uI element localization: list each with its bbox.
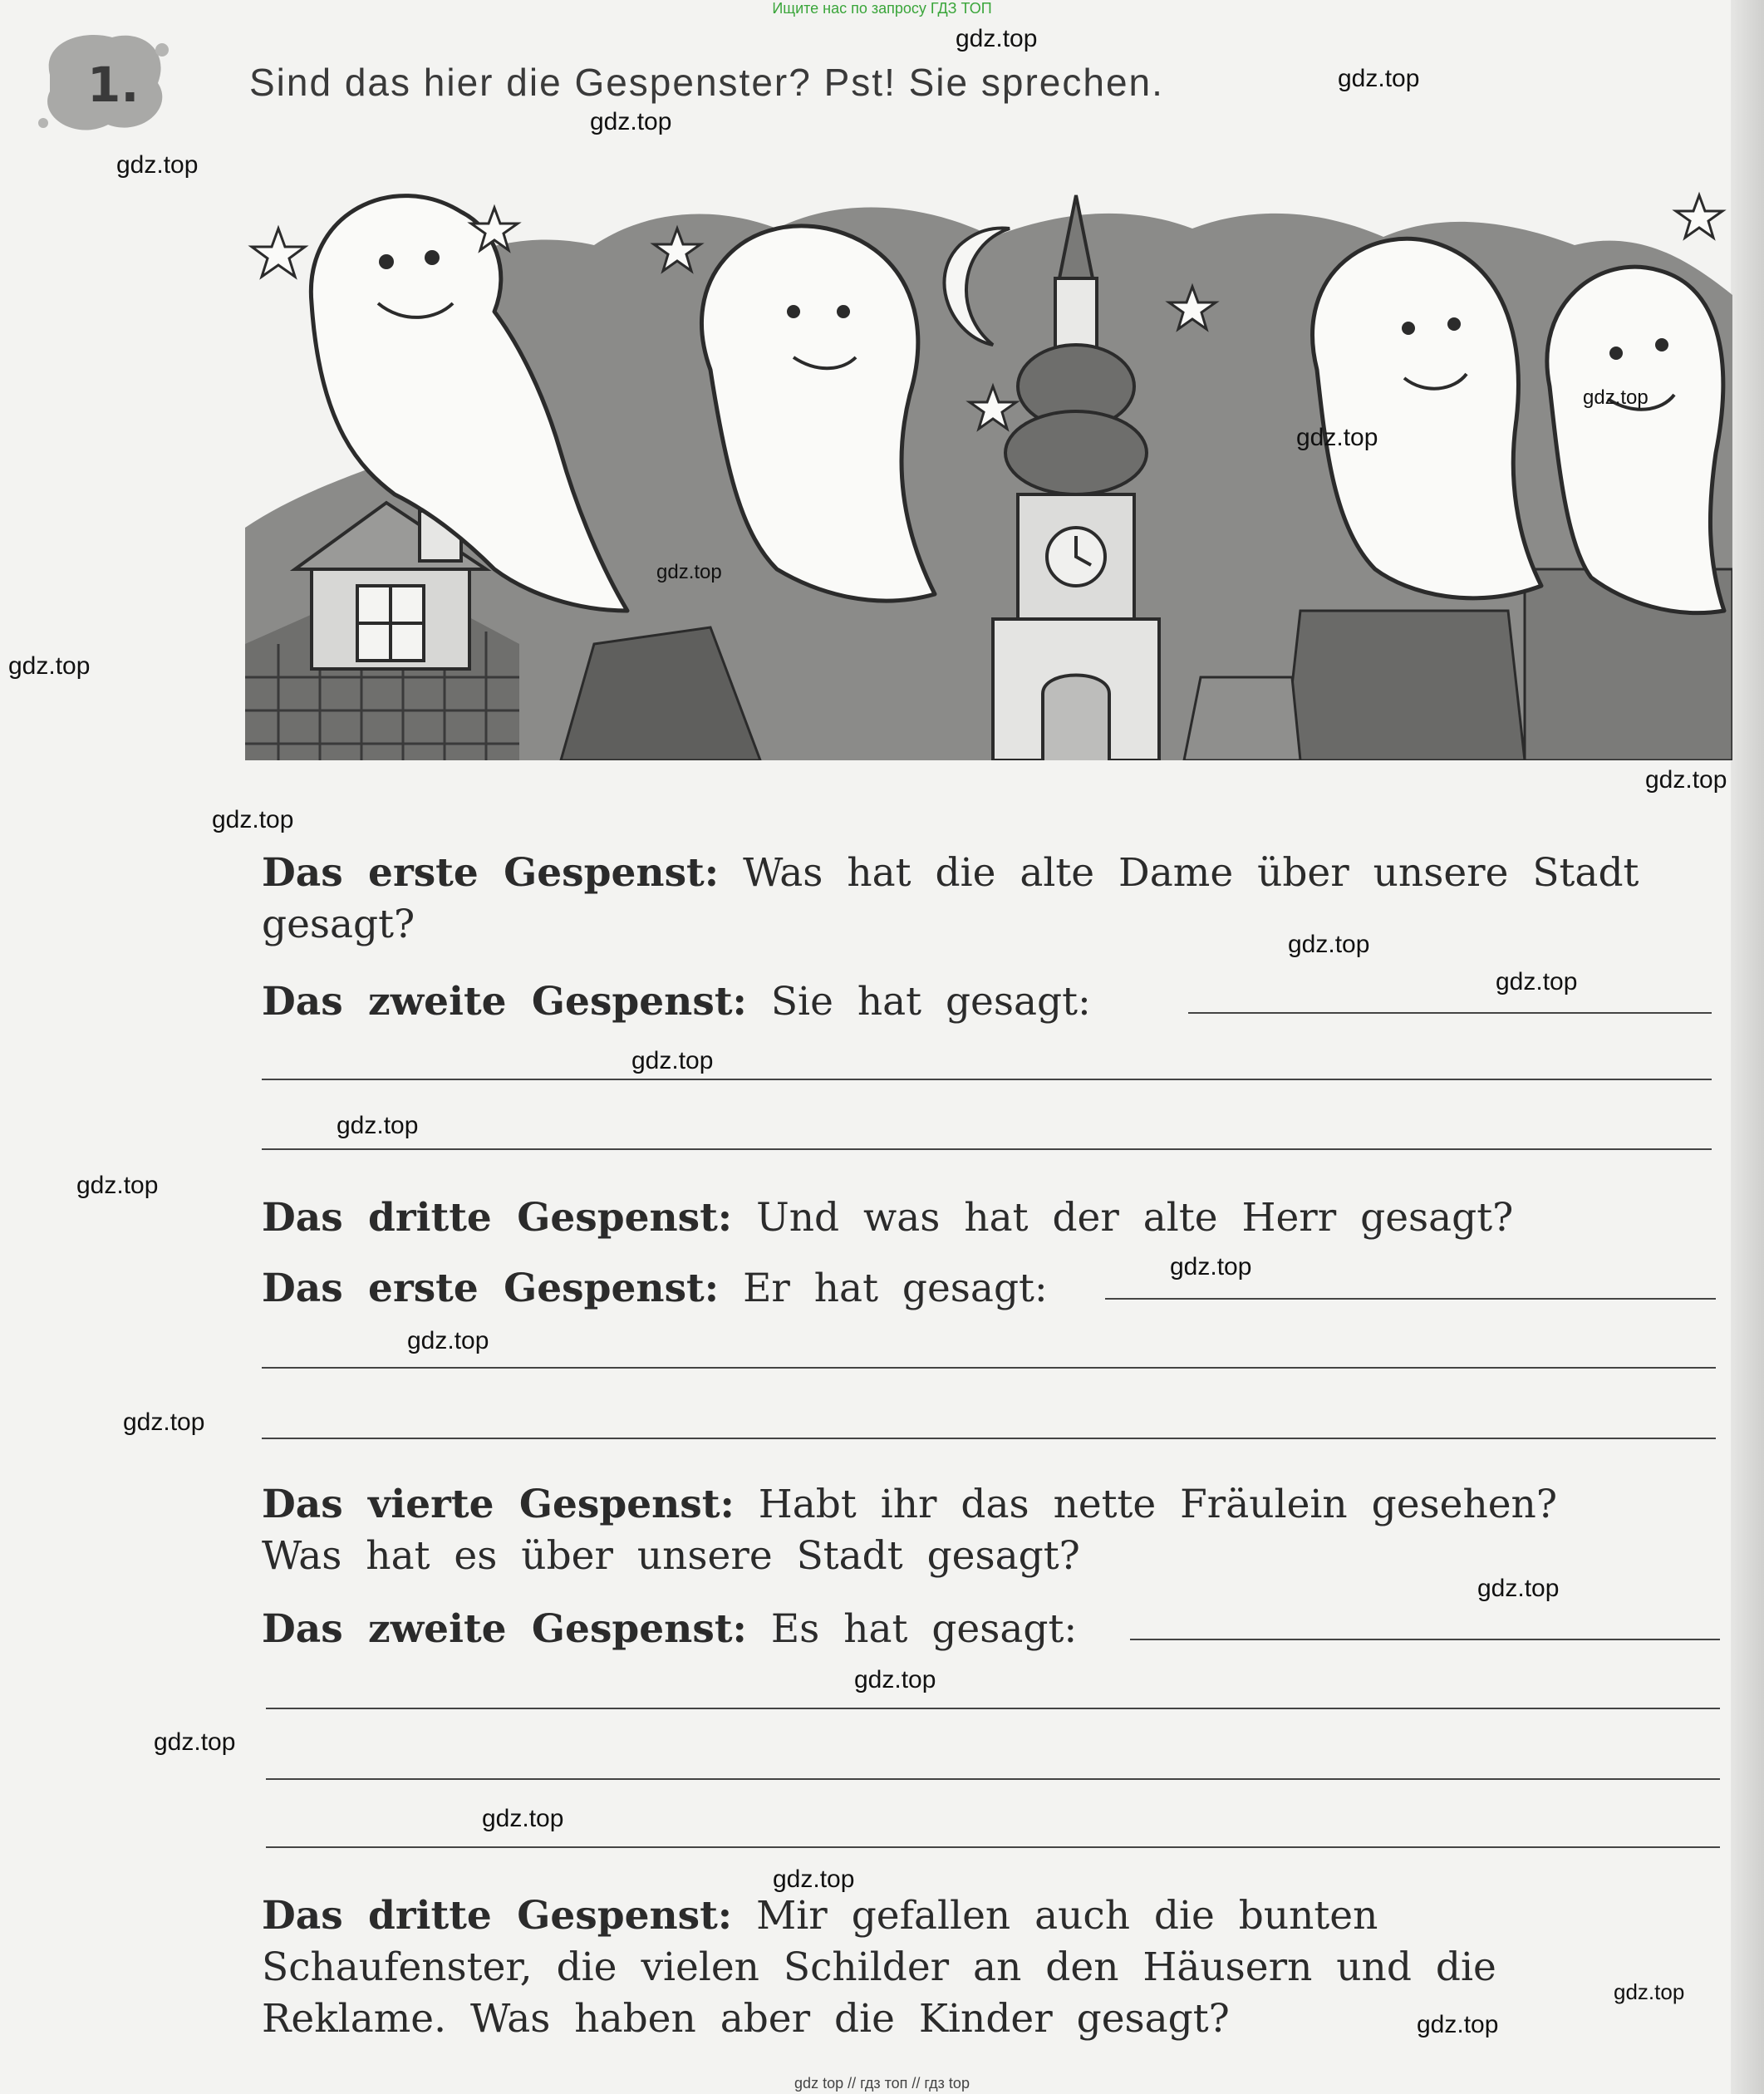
- watermark-label: gdz.top: [1614, 1979, 1685, 2004]
- bottom-banner: gdz top // гдз топ // гдз top: [794, 2075, 970, 2092]
- exercise-number: 1.: [87, 57, 140, 113]
- watermark-label: gdz.top: [212, 806, 294, 833]
- dialogue-text: Es hat gesagt:: [770, 1606, 1078, 1652]
- watermark-label: gdz.top: [1288, 931, 1370, 958]
- watermark-label: gdz.top: [1645, 766, 1727, 794]
- dialogue-line-6: [262, 1604, 1716, 1655]
- dialogue-text: Er hat gesagt:: [743, 1266, 1048, 1311]
- watermark-label: gdz.top: [590, 108, 672, 135]
- watermark-label: gdz.top: [631, 1047, 714, 1074]
- answer-line[interactable]: [262, 1148, 1712, 1150]
- dialogue-text: Mir gefallen auch die bunten: [756, 1893, 1378, 1939]
- watermark-label: gdz.top: [773, 1865, 855, 1893]
- dialogue-text-cont: Was hat es über unsere Stadt gesagt?: [262, 1533, 1080, 1579]
- dialogue-line-4: [262, 1263, 1716, 1315]
- answer-line[interactable]: [262, 1438, 1716, 1439]
- answer-line[interactable]: [1188, 1012, 1712, 1014]
- top-banner[interactable]: Ищите нас по запросу ГДЗ ТОП: [772, 0, 992, 17]
- watermark-label: gdz.top: [1477, 1575, 1560, 1602]
- watermark-label: gdz.top: [1338, 65, 1420, 92]
- watermark-label: gdz.top: [482, 1805, 564, 1832]
- exercise-instruction: Sind das hier die Gespenster? Pst! Sie sprechen.: [249, 61, 1164, 104]
- watermark-label: gdz.top: [1417, 2011, 1499, 2038]
- watermark-label: gdz.top: [1296, 424, 1378, 451]
- dialogue-text: Sie hat gesagt:: [770, 979, 1091, 1025]
- speaker-label: Das erste Gespenst:: [262, 1266, 720, 1311]
- dialogue-line-5: [262, 1479, 1716, 1582]
- watermark-label: gdz.top: [76, 1172, 159, 1199]
- answer-line[interactable]: [266, 1708, 1720, 1709]
- dialogue-text: Habt ihr das nette Fräulein gesehen?: [758, 1482, 1558, 1527]
- page-edge-shadow: [1731, 0, 1764, 2094]
- dialogue-line-3: [262, 1192, 1716, 1244]
- dialogue-text: Was hat die alte Dame über unsere Stadt: [743, 850, 1639, 896]
- ghosts-illustration: [245, 179, 1732, 760]
- speaker-label: Das zweite Gespenst:: [262, 1606, 747, 1652]
- answer-line[interactable]: [266, 1846, 1720, 1848]
- watermark-label: gdz.top: [116, 151, 199, 179]
- watermark-label: gdz.top: [1170, 1253, 1252, 1280]
- answer-line[interactable]: [266, 1778, 1720, 1780]
- watermark-label: gdz.top: [8, 652, 91, 680]
- watermark-label: gdz.top: [1496, 968, 1578, 995]
- answer-line[interactable]: [262, 1079, 1712, 1080]
- dialogue-line-1: [262, 848, 1716, 951]
- watermark-label: gdz.top: [154, 1728, 236, 1756]
- watermark-label: gdz.top: [956, 25, 1038, 52]
- speaker-label: Das dritte Gespenst:: [262, 1195, 733, 1241]
- dialogue-text: Und was hat der alte Herr gesagt?: [756, 1195, 1514, 1241]
- answer-line[interactable]: [262, 1367, 1716, 1369]
- watermark-label: gdz.top: [337, 1112, 419, 1139]
- dialogue-text-cont: Schaufenster, die vielen Schilder an den Häusern und die: [262, 1944, 1496, 1990]
- watermark-label: gdz.top: [123, 1408, 205, 1436]
- watermark-label: gdz.top: [854, 1666, 936, 1693]
- dialogue-text-cont: gesagt?: [262, 902, 415, 947]
- speaker-label: Das erste Gespenst:: [262, 850, 720, 896]
- answer-line[interactable]: [1130, 1639, 1720, 1640]
- watermark-label: gdz.top: [1583, 386, 1649, 409]
- speaker-label: Das zweite Gespenst:: [262, 979, 747, 1025]
- watermark-label: gdz.top: [656, 561, 722, 583]
- speaker-label: Das vierte Gespenst:: [262, 1482, 735, 1527]
- answer-line[interactable]: [1105, 1298, 1716, 1300]
- watermark-label: gdz.top: [407, 1327, 489, 1354]
- dialogue-text-cont: Reklame. Was haben aber die Kinder gesagt?: [262, 1996, 1230, 2042]
- speaker-label: Das dritte Gespenst:: [262, 1893, 733, 1939]
